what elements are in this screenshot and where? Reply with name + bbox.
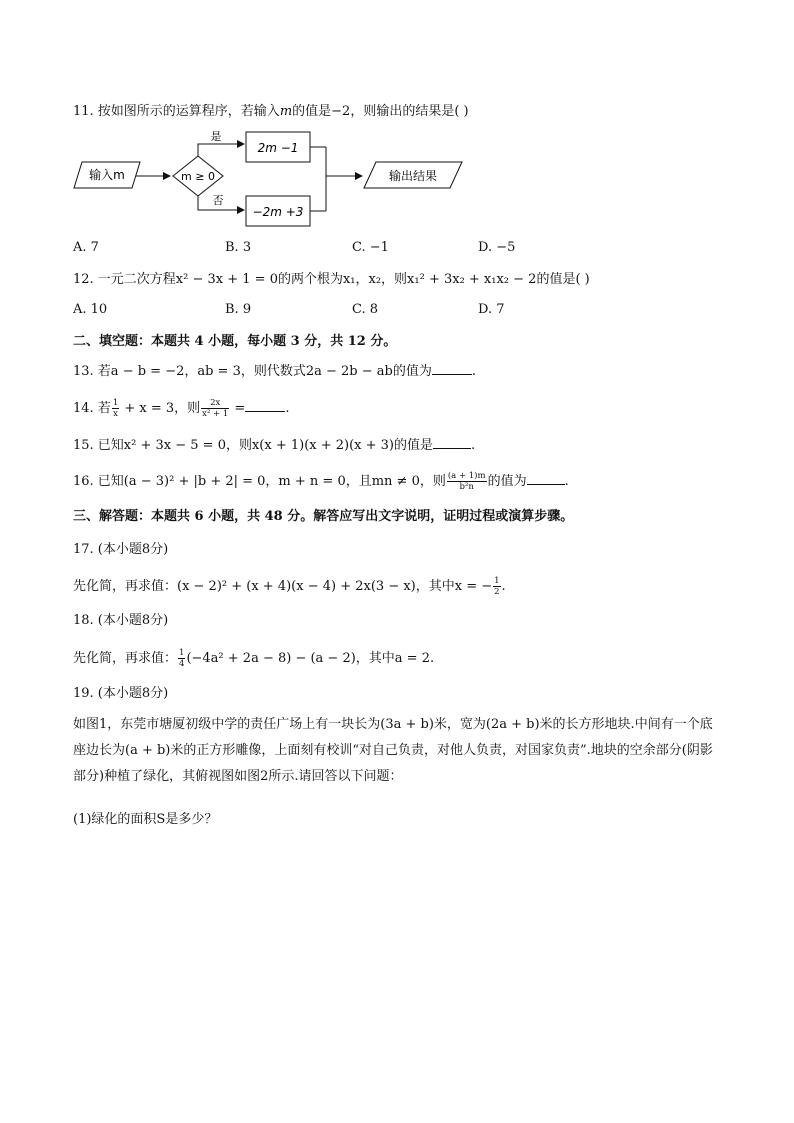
condition-label: m ≥ 0 — [181, 170, 215, 183]
q11-option-c: C. −1 — [352, 240, 389, 255]
question-19-part-1: (1)绿化的面积S是多少？ — [73, 812, 218, 827]
q11-option-d: D. −5 — [478, 240, 516, 255]
question-19-body: 如图1，东莞市塘厦初级中学的责任广场上有一块长为(3a + b)米，宽为(2a + b)米的长方形地块.中间有一个底座边长为(a + b)米的正方形雕像，上面刻有校训“对自己负责，对他人负责，对国家负责”.地块的空余部分(阴影部分)种植了绿化，其俯视图如图2所示.请回答以下问题： — [73, 717, 713, 784]
yes-label: 是 — [210, 130, 222, 143]
question-18-heading: 18. (本小题8分) — [73, 613, 169, 628]
answer-blank — [527, 472, 565, 485]
q12-option-b: B. 9 — [225, 302, 252, 317]
q11-option-a: A. 7 — [73, 240, 99, 255]
question-13: 13. 若a − b = −2，ab = 3，则代数式2a − 2b − ab的值为 . — [73, 364, 476, 379]
answer-blank — [245, 399, 285, 412]
q12-option-d: D. 7 — [478, 302, 505, 317]
question-12-stem: 12. 一元二次方程x² − 3x + 1 = 0的两个根为x₁，x₂，则x₁² + 3x₂ + x₁x₂ − 2的值是( ) — [73, 272, 590, 287]
question-11-stem: 11. 按如图所示的运算程序，若输入m的值是−2，则输出的结果是( ) — [73, 104, 469, 119]
no-label: 否 — [212, 194, 224, 207]
q12-option-a: A. 10 — [73, 302, 108, 317]
answer-blank — [432, 362, 472, 375]
section-2-heading: 二、填空题：本题共 4 小题，每小题 3 分，共 12 分。 — [73, 334, 397, 349]
question-16: 16. 已知(a − 3)² + |b + 2| = 0，m + n = 0，且mn ≠ 0，则 $\frac{(a + 1)m}{\text{b²n}}$ 的值为 . — [73, 471, 569, 492]
question-18-body: 先化简，再求值： $\frac{1}{4}$ (−4a² + 2a − 8) − (a − 2)，其中a = 2. — [73, 648, 435, 669]
q11-option-b: B. 3 — [225, 240, 252, 255]
question-17-body: 先化简，再求值：(x − 2)² + (x + 4)(x − 4) + 2x(3 − x)，其中x = − $\frac{1}{2}$ . — [73, 576, 506, 597]
no-box-label: −2m +3 — [252, 205, 304, 219]
question-15: 15. 已知x² + 3x − 5 = 0，则x(x + 1)(x + 2)(x + 3)的值是 . — [73, 438, 476, 453]
question-14: 14. 若 $\frac{1}{x}$ + x = 3，则 $\frac{2x}{\text{x² + 1}}$ = . — [73, 398, 290, 419]
fraction-2x-over-x2-plus-1: $\frac{2x}{\text{x² + 1}}$ — [202, 398, 229, 419]
input-label: 输入m — [89, 168, 125, 182]
fraction-one-half: $\frac{1}{2}$ — [494, 576, 500, 597]
question-19-heading: 19. (本小题8分) — [73, 686, 169, 701]
yes-arrow — [198, 144, 244, 156]
question-17-heading: 17. (本小题8分) — [73, 542, 169, 557]
section-3-heading: 三、解答题：本题共 6 小题，共 48 分。解答应写出文字说明，证明过程或演算步骤。 — [73, 509, 574, 524]
fraction-one-quarter: $\frac{1}{4}$ — [179, 648, 185, 669]
fraction-one-over-x: $\frac{1}{x}$ — [112, 398, 119, 419]
answer-blank — [433, 436, 471, 449]
yes-box-label: 2m −1 — [257, 141, 299, 155]
q12-option-c: C. 8 — [352, 302, 379, 317]
flowchart-diagram — [70, 128, 470, 234]
fraction-a1m-over-b2n: $\frac{(a + 1)m}{\text{b²n}}$ — [447, 471, 486, 492]
output-label: 输出结果 — [388, 169, 438, 183]
